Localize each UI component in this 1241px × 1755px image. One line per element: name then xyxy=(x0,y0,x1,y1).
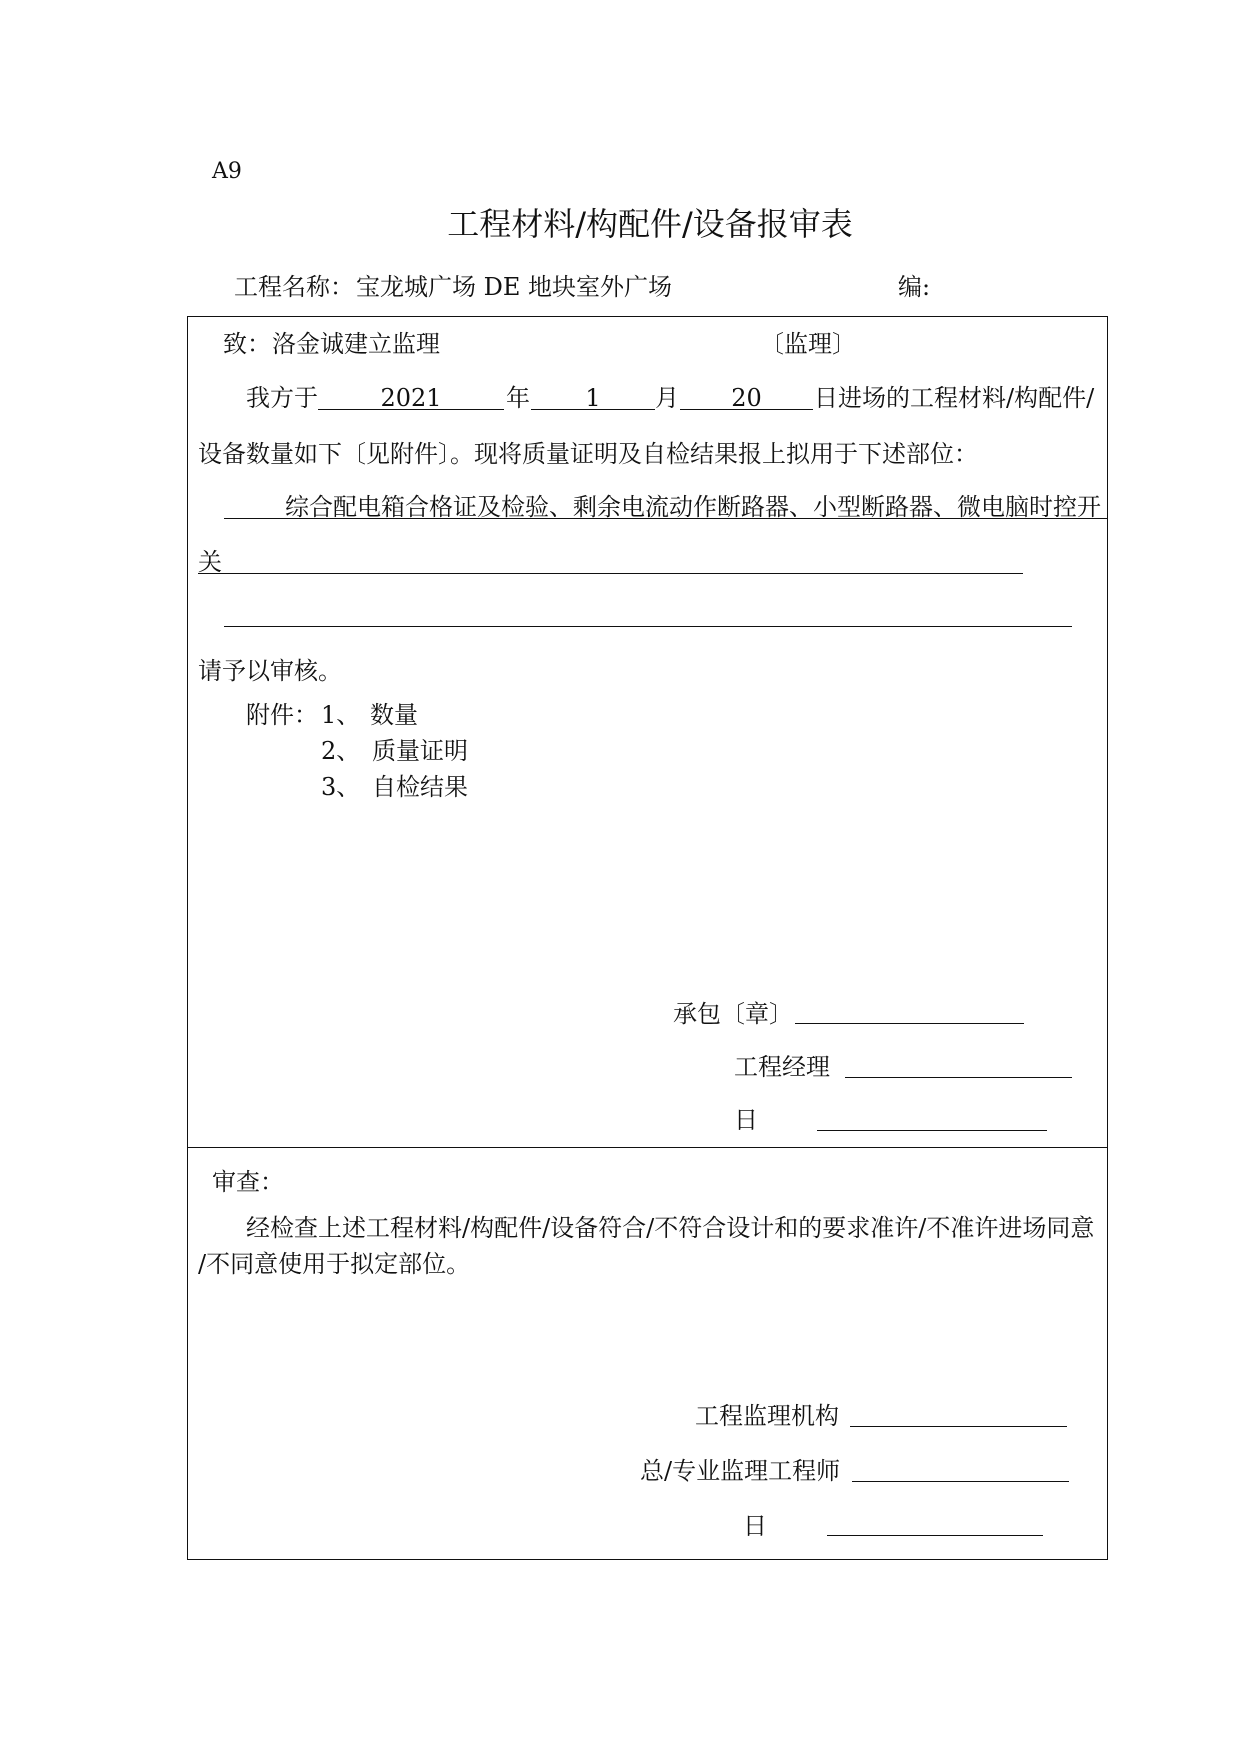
attachment-text-2: 质量证明 xyxy=(372,737,468,765)
attachments-label: 附件： xyxy=(246,701,318,729)
project-manager-line xyxy=(845,1077,1072,1078)
review-line1: 经检查上述工程材料/构配件/设备符合/不符合设计和的要求准许/不准许进场同意 xyxy=(246,1214,1095,1242)
location-underline-2 xyxy=(198,573,1023,574)
year-value: 2021 xyxy=(380,384,442,412)
contractor-seal-line xyxy=(795,1023,1024,1024)
location-line1: 综合配电箱合格证及检验、剩余电流动作断路器、小型断路器、微电脑时控开 xyxy=(285,493,1101,521)
project-name: 宝龙城广场 DE 地块室外广场 xyxy=(356,273,673,301)
location-line2: 关 xyxy=(198,548,222,576)
chief-engineer-line xyxy=(852,1481,1069,1482)
date-label-1: 日 xyxy=(734,1106,758,1134)
date-label-2: 日 xyxy=(743,1512,767,1540)
project-label: 工程名称： xyxy=(234,273,354,301)
project-manager-label: 工程经理 xyxy=(734,1053,830,1081)
to-value: 洛金诚建立监理 xyxy=(272,330,440,358)
location-underline-3 xyxy=(224,626,1072,627)
para1-prefix: 我方于 xyxy=(246,384,318,412)
chief-engineer-label: 总/专业监理工程师 xyxy=(640,1457,841,1485)
form-code: A9 xyxy=(212,159,242,184)
para1-suffix: 日进场的工程材料/构配件/ xyxy=(814,384,1095,412)
section-divider xyxy=(187,1147,1108,1148)
date-line-2 xyxy=(827,1535,1043,1536)
page-title: 工程材料/构配件/设备报审表 xyxy=(447,205,853,243)
supervision-org-label: 工程监理机构 xyxy=(695,1402,839,1430)
day-value: 20 xyxy=(731,384,762,412)
review-label: 审查： xyxy=(212,1168,284,1196)
month-unit: 月 xyxy=(655,384,679,412)
contractor-seal-label: 承包〔章〕 xyxy=(673,1000,793,1028)
number-label: 编: xyxy=(898,273,931,301)
to-label: 致： xyxy=(223,330,271,358)
date-line-1 xyxy=(817,1130,1047,1131)
para1-line2: 设备数量如下〔见附件〕。现将质量证明及自检结果报上拟用于下述部位： xyxy=(198,440,978,468)
attachment-text-3: 自检结果 xyxy=(372,773,468,801)
attachment-num-3: 3、 xyxy=(321,773,361,801)
attachment-text-1: 数量 xyxy=(370,701,418,729)
year-unit: 年 xyxy=(506,384,530,412)
attachment-num-1: 1、 xyxy=(321,701,361,729)
to-suffix: 〔监理〕 xyxy=(760,330,856,358)
review-line2: /不同意使用于拟定部位。 xyxy=(198,1250,471,1278)
attachment-num-2: 2、 xyxy=(321,737,361,765)
request-text: 请予以审核。 xyxy=(198,657,342,685)
supervision-org-line xyxy=(850,1426,1067,1427)
month-value: 1 xyxy=(585,384,601,412)
